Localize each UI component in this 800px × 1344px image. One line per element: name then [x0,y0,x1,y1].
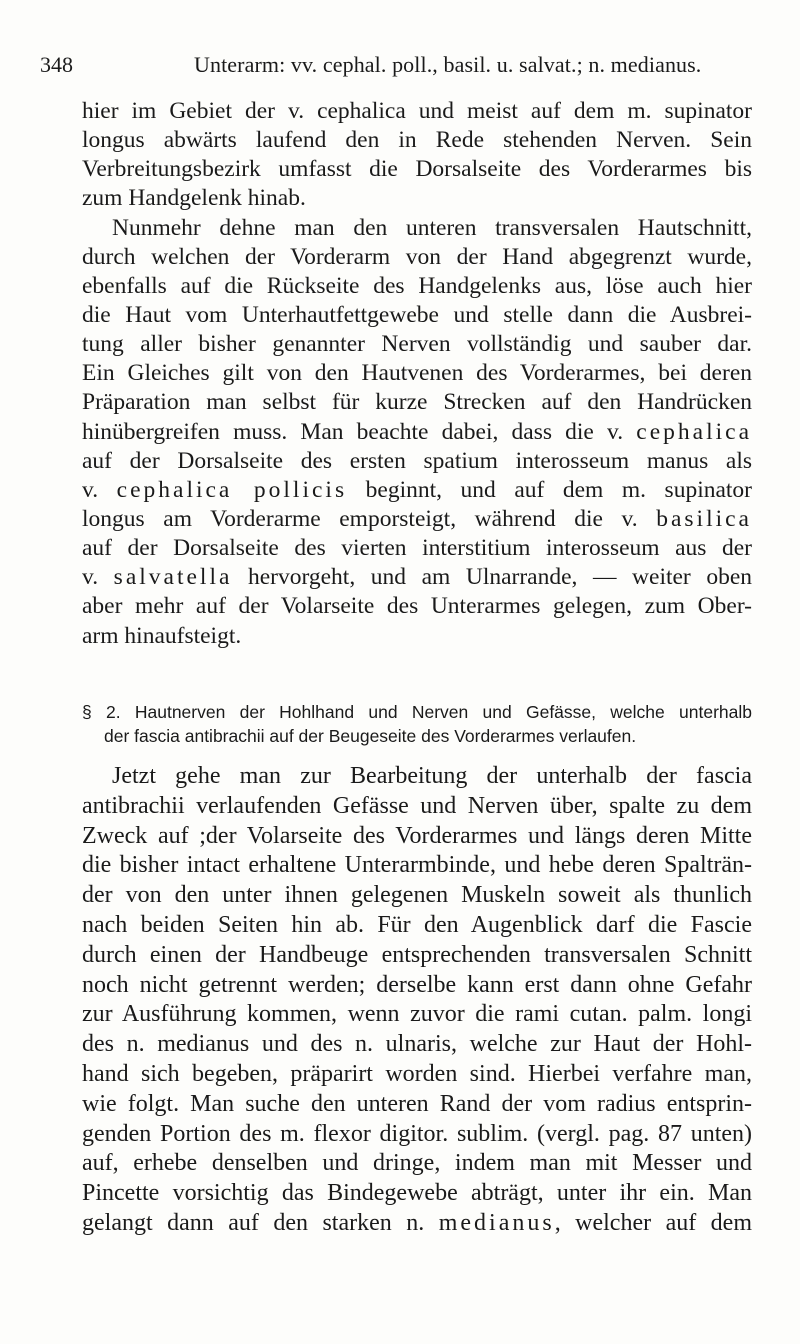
text-line [82,505,752,534]
text-line: die bisher intact erhaltene Unterarmbinde, und hebe deren Spalträn- [82,852,752,879]
text-line: auf der Dorsalseite des ersten spatium interosseum manus als [82,447,752,474]
text-line: hier im Gebiet der v. cephalica und meist auf dem m. supinator [82,98,752,124]
text-line: zur Ausführung kommen, wenn zuvor die rami cutan. palm. longi [82,1001,752,1028]
text-line: arm hinaufsteigt. [82,622,242,649]
text-line: Pincette vorsichtig das Bindegewebe abträgt, unter ihr ein. Man [82,1180,752,1207]
section-heading-line: § 2. Hautnerven der Hohlhand und Nerven und Gefässe, welche unterhalb [82,702,752,722]
text-line: der von den unter ihnen gelegenen Muskeln soweit als thunlich [82,882,752,909]
text-line: noch nicht getrennt werden; derselbe kann erst dann ohne Gefahr [82,971,752,998]
text-segment: v. [82,476,99,503]
text-segment: gelangt dann auf den starken n. [82,1209,425,1236]
text-line: nach beiden Seiten hin ab. Für den Augenblick darf die Fascie [82,911,752,938]
text-line: aber mehr auf der Volarseite des Unterarmes gelegen, zum Ober- [82,593,752,620]
text-line: wie folgt. Man suche den unteren Rand der vom radius entsprin- [82,1090,752,1117]
text-line: genden Portion des m. flexor digitor. sublim. (vergl. pag. 87 unten) [82,1120,752,1147]
text-line: auf der Dorsalseite des vierten interstitium interosseum aus der [82,535,752,562]
text-line: durch welchen der Vorderarm von der Hand abgegrenzt wurde, [82,243,752,270]
emphasized-term: salvatella [113,564,233,591]
text-line: antibrachii verlaufenden Gefässe und Nerven über, spalte zu dem [82,792,752,819]
text-line: ebenfalls auf die Rückseite des Handgelenks aus, löse auch hier [82,272,752,299]
emphasized-term: medianus [438,1209,555,1236]
text-segment: hervorgeht, und am Ulnarrande, — weiter oben [247,564,752,591]
running-head-title: Unterarm: vv. cephal. poll., basil. u. salvat.; n. medianus. [194,52,702,77]
text-line: Verbreitungsbezirk umfasst die Dorsalseite des Vorderarmes bis [82,156,752,183]
text-line: durch einen der Handbeuge entsprechenden transversalen Schnitt [82,941,752,968]
text-segment: , welcher auf dem [554,1209,752,1236]
text-line [82,476,752,505]
emphasized-term: basilica [656,505,752,532]
text-line: Präparation man selbst für kurze Strecken auf den Handrücken [82,389,752,416]
running-head [40,50,760,80]
text-line: hand sich begeben, präparirt worden sind. Hierbei verfahre man, [82,1060,752,1087]
text-line: zum Handgelenk hinab. [82,185,306,212]
text-line [82,563,752,592]
emphasized-term: cephalica pollicis [116,476,348,503]
text-line: Nunmehr dehne man den unteren transversalen Hautschnitt, [112,214,752,241]
text-line: Jetzt gehe man zur Bearbeitung der unterhalb der fascia [112,763,752,789]
text-line: longus abwärts laufend den in Rede stehenden Nerven. Sein [82,127,752,154]
text-line: die Haut vom Unterhautfettgewebe und stelle dann die Ausbrei- [82,301,752,328]
text-line [82,418,752,447]
section-heading [82,700,752,748]
paragraph-continuation [82,97,752,651]
text-segment: hinübergreifen muss. Man beachte dabei, dass die v. [82,418,624,445]
text-line: auf, erhebe denselben und dringe, indem man mit Messer und [82,1150,752,1177]
text-segment: v. [82,564,99,591]
text-line: tung aller bisher genannter Nerven vollständig und sauber dar. [82,331,752,358]
text-segment: longus am Vorderarme emporsteigt, während die v. [82,505,638,532]
text-line: Zweck auf ;der Volarseite des Vorderarmes und längs deren Mitte [82,822,752,849]
section-heading-line: der fascia antibrachii auf der Beugeseite des Vorderarmes verlaufen. [104,726,637,746]
text-line: Ein Gleiches gilt von den Hautvenen des Vorderarmes, bei deren [82,360,752,387]
text-line: des n. medianus und des n. ulnaris, welche zur Haut der Hohl- [82,1031,752,1058]
paragraph [82,762,752,1239]
page-number: 348 [40,52,73,77]
emphasized-term: cephalica [636,418,753,445]
text-line [82,1209,752,1239]
text-segment: beginnt, und auf dem m. supinator [365,476,753,503]
